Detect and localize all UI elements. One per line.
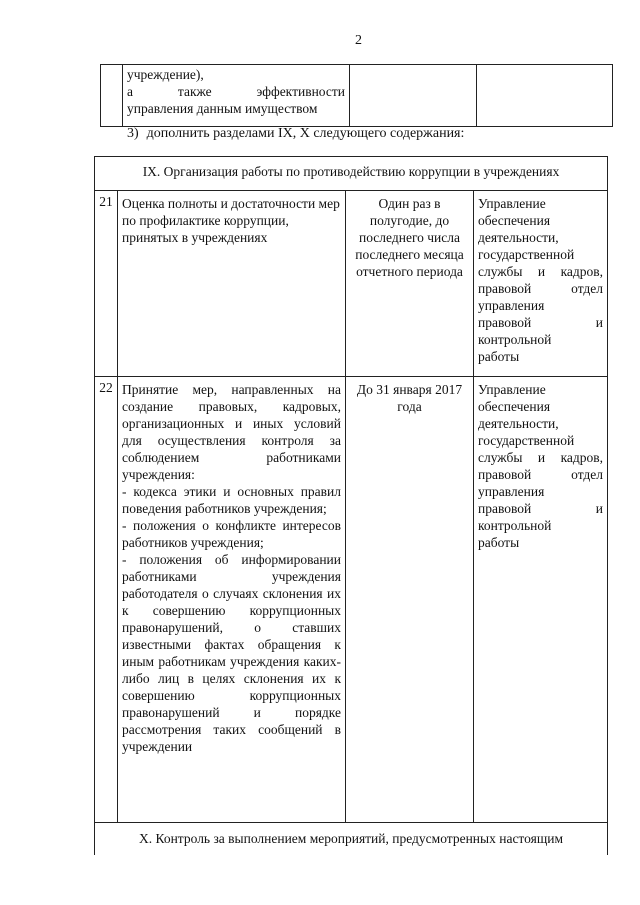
fragment-exec-cell bbox=[477, 65, 613, 127]
fragment-line: а также эффективности bbox=[127, 84, 345, 99]
fragment-text-cell bbox=[123, 65, 350, 127]
row-number: 22 bbox=[95, 377, 118, 823]
fragment-line: учреждение), bbox=[127, 67, 204, 82]
table-row bbox=[95, 191, 608, 377]
executor-line: правовой и bbox=[478, 501, 604, 516]
row-measure: Оценка полноты и достаточности мер по профилактике коррупции, принятых в учреждениях bbox=[118, 191, 346, 377]
fragment-num-cell bbox=[101, 65, 123, 127]
page-number: 2 bbox=[355, 33, 362, 48]
measures-table bbox=[94, 156, 608, 855]
executor-line: обеспечения bbox=[478, 213, 551, 228]
row-term: До 31 января 2017 года bbox=[346, 377, 474, 823]
row-executor bbox=[474, 377, 608, 823]
executor-line: Управление bbox=[478, 382, 546, 397]
row-measure: Принятие мер, направленных на создание правовых, кадровых, организационных и иных условий для осуществления контроля за соблюдением работниками учреждения: - кодекса этики и основных правил поведения работников учреждения; - положения о конфликте интересов работников учреждения; - положения об информировании работниками учреждения работодателя о случаях склонения их к совершению коррупционных правонарушений, о ставших известными фактах обращения к иным работникам учреждения каких-либо лиц в целях склонения их к совершению коррупционных правонарушений и порядке рассмотрения таких сообщений в учреждении bbox=[118, 377, 346, 823]
executor-line: контрольной bbox=[478, 518, 552, 533]
intro-number: 3) bbox=[127, 126, 139, 141]
executor-line: правовой отдел bbox=[478, 281, 604, 296]
table-row bbox=[95, 377, 608, 823]
executor-line: службы и кадров, bbox=[478, 264, 604, 279]
executor-line: управления bbox=[478, 484, 545, 499]
executor-line: государственной bbox=[478, 247, 575, 262]
executor-line: деятельности, bbox=[478, 416, 559, 431]
section-9-title: IX. Организация работы по противодействию коррупции в учреждениях bbox=[95, 157, 608, 191]
executor-line: работы bbox=[478, 349, 520, 364]
executor-line: работы bbox=[478, 535, 520, 550]
intro-text: дополнить разделами IX, X следующего содержания: bbox=[146, 126, 465, 141]
row-term: Один раз в полугодие, до последнего числа последнего месяца отчетного периода bbox=[346, 191, 474, 377]
executor-line: службы и кадров, bbox=[478, 450, 604, 465]
executor-line: контрольной bbox=[478, 332, 552, 347]
row-executor bbox=[474, 191, 608, 377]
intro-line bbox=[127, 126, 464, 142]
fragment-term-cell bbox=[350, 65, 477, 127]
previous-table-fragment bbox=[100, 64, 613, 127]
executor-line: правовой отдел bbox=[478, 467, 604, 482]
row-number: 21 bbox=[95, 191, 118, 377]
executor-line: обеспечения bbox=[478, 399, 551, 414]
section-10-title: X. Контроль за выполнением мероприятий, предусмотренных настоящим bbox=[95, 823, 608, 855]
executor-line: Управление bbox=[478, 196, 546, 211]
executor-line: правовой и bbox=[478, 315, 604, 330]
executor-line: деятельности, bbox=[478, 230, 559, 245]
executor-line: управления bbox=[478, 298, 545, 313]
fragment-line: управления данным имуществом bbox=[127, 101, 318, 116]
executor-line: государственной bbox=[478, 433, 575, 448]
